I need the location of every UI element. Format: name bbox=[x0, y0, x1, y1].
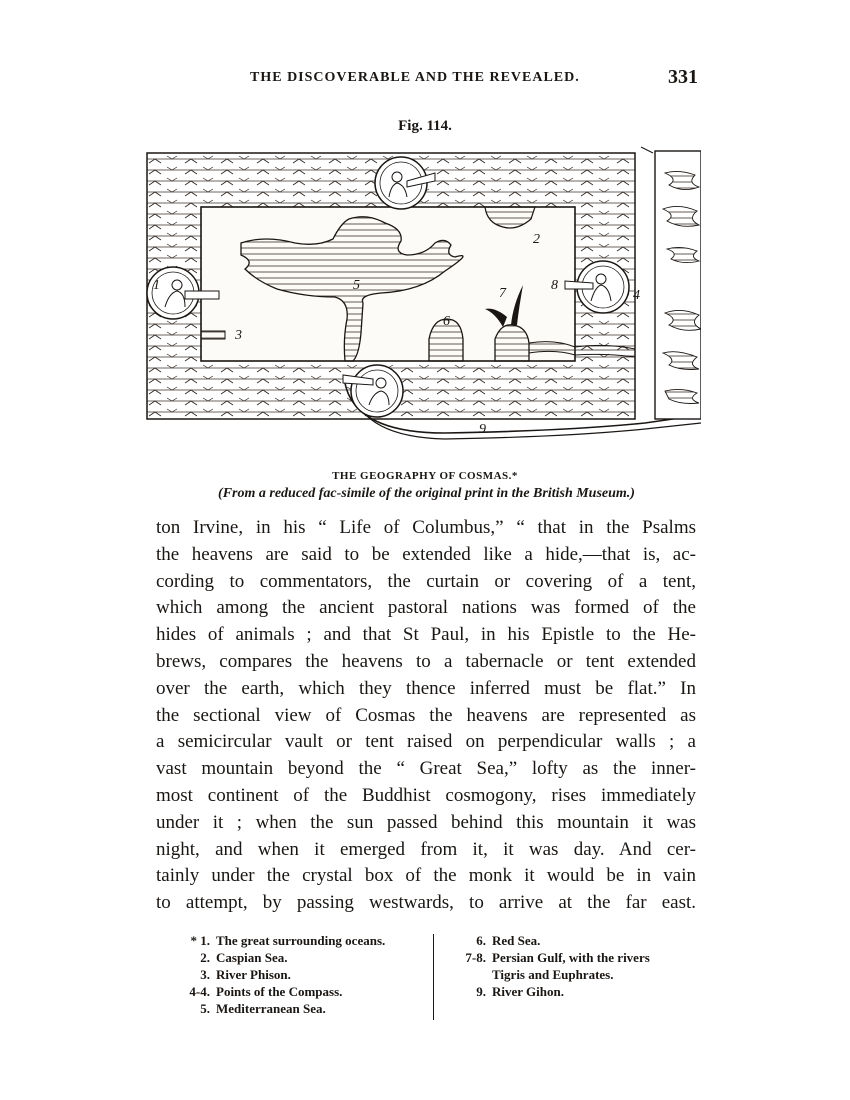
running-head bbox=[250, 66, 698, 92]
figure-label: Fig. 114. bbox=[398, 118, 452, 134]
figure-number-9: 9 bbox=[479, 422, 486, 437]
footnote-item bbox=[454, 932, 700, 949]
page-number: 331 bbox=[668, 66, 698, 88]
cosmas-map-illustration bbox=[145, 143, 701, 449]
figure-caption-title: THE GEOGRAPHY OF COSMAS.* bbox=[332, 470, 518, 482]
body-line: a semicircular vault or tent raised on perpendicular walls ; a bbox=[156, 731, 696, 753]
body-line: ton Irvine, in his “ Life of Columbus,” “ that in the Psalms bbox=[156, 517, 696, 538]
footnote-text: Mediterranean Sea. bbox=[216, 1001, 326, 1016]
persian-gulf bbox=[495, 325, 529, 361]
figure-number-5: 5 bbox=[353, 278, 360, 293]
figure-number-7: 7 bbox=[499, 286, 506, 301]
footnotes bbox=[160, 932, 700, 1024]
footnote-marker: 5. bbox=[200, 1001, 210, 1016]
body-line: which among the ancient pastoral nations was formed of the bbox=[156, 597, 696, 619]
footnote-item bbox=[160, 966, 430, 983]
figure-number-4: 4 bbox=[633, 288, 640, 303]
figure-number-2: 2 bbox=[533, 232, 540, 247]
footnote-item bbox=[454, 983, 700, 1000]
footnote-item bbox=[454, 949, 700, 966]
figure-number-6: 6 bbox=[443, 314, 450, 329]
footnotes-right-column bbox=[454, 932, 700, 1000]
footnote-text: Persian Gulf, with the rivers bbox=[492, 950, 650, 965]
footnote-item bbox=[454, 966, 700, 983]
footnote-marker: 3. bbox=[200, 967, 210, 982]
figure-number-8: 8 bbox=[551, 278, 558, 293]
footnote-marker: 9. bbox=[476, 984, 486, 999]
footnote-text: Caspian Sea. bbox=[216, 950, 288, 965]
running-head-title: THE DISCOVERABLE AND THE REVEALED. bbox=[250, 70, 580, 85]
footnote-marker: 2. bbox=[200, 950, 210, 965]
footnote-text: River Phison. bbox=[216, 967, 291, 982]
right-panel bbox=[641, 147, 701, 419]
footnote-text: Points of the Compass. bbox=[216, 984, 343, 999]
figure-caption-source: (From a reduced fac-simile of the original print in the British Museum.) bbox=[218, 486, 635, 501]
body-line: to attempt, by passing westwards, to arrive at the far east. bbox=[156, 892, 696, 914]
body-text bbox=[156, 515, 696, 917]
body-line: under it ; when the sun passed behind this mountain it was bbox=[156, 811, 696, 833]
footnote-marker: 7-8. bbox=[465, 950, 486, 965]
body-line: most continent of the Buddhist cosmogony, rises immediately bbox=[156, 784, 696, 806]
body-line: brews, compares the heavens to a tabernacle or tent extended bbox=[156, 650, 696, 672]
footnote-column-divider bbox=[433, 934, 434, 1020]
footnote-text: The great surrounding oceans. bbox=[216, 933, 386, 948]
footnote-marker: * 1. bbox=[160, 932, 210, 949]
footnote-marker: 6. bbox=[476, 933, 486, 948]
footnote-marker: 4-4. bbox=[189, 984, 210, 999]
cosmas-map-figure bbox=[145, 143, 701, 449]
body-line: the sectional view of Cosmas the heavens are represented as bbox=[156, 704, 696, 726]
figure-number-3: 3 bbox=[235, 328, 242, 343]
river-phison bbox=[201, 331, 225, 339]
figure-number-1: 1 bbox=[153, 278, 160, 293]
body-line: over the earth, which they thence inferred must be flat.” In bbox=[156, 677, 696, 699]
body-line: the heavens are said to be extended like a hide,—that is, ac- bbox=[156, 543, 696, 565]
footnotes-left-column bbox=[160, 932, 430, 1017]
footnote-text: Tigris and Euphrates. bbox=[492, 967, 614, 982]
footnote-item bbox=[160, 932, 430, 949]
footnote-text: Red Sea. bbox=[492, 933, 541, 948]
footnote-text: River Gihon. bbox=[492, 984, 564, 999]
body-line: hides of animals ; and that St Paul, in his Epistle to the He- bbox=[156, 624, 696, 646]
footnote-item bbox=[160, 1000, 430, 1017]
footnote-item bbox=[160, 949, 430, 966]
body-line: tainly under the crystal box of the monk it would be in vain bbox=[156, 865, 696, 887]
body-line: vast mountain beyond the “ Great Sea,” lofty as the inner- bbox=[156, 758, 696, 780]
body-line: cording to commentators, the curtain or covering of a tent, bbox=[156, 570, 696, 592]
footnote-item bbox=[160, 983, 430, 1000]
body-line: night, and when it emerged from it, it was day. And cer- bbox=[156, 838, 696, 860]
